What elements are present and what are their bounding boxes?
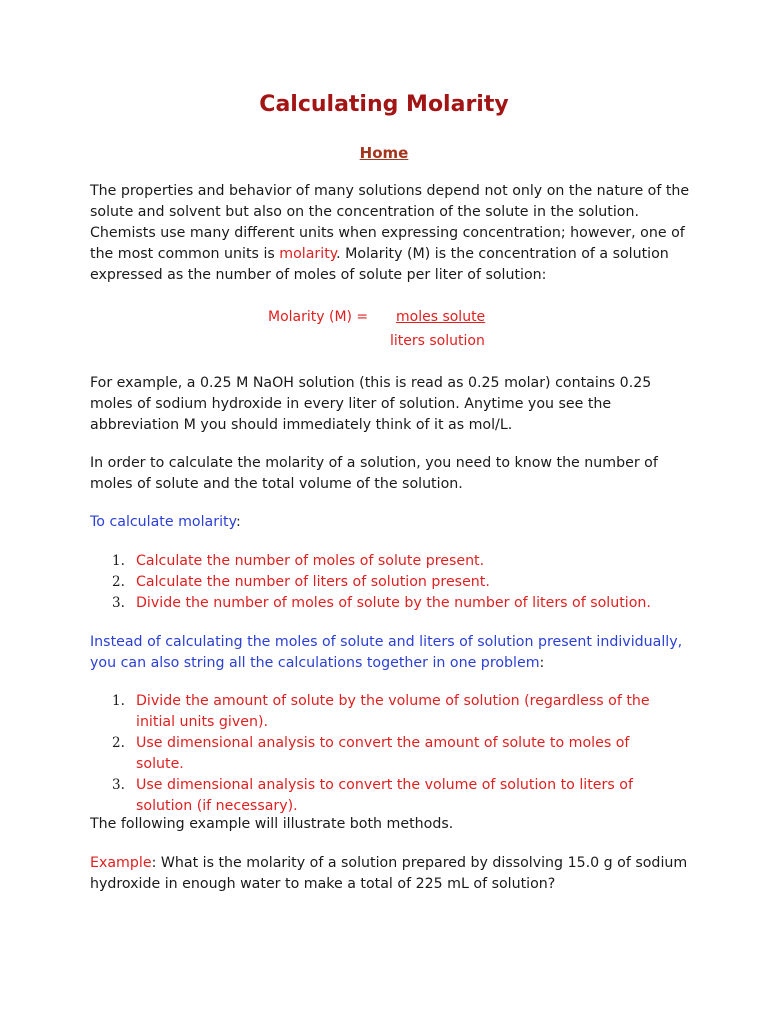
method1-steps	[90, 551, 670, 614]
step-number: 1.	[112, 693, 125, 709]
step-number: 3.	[112, 777, 125, 793]
intro-paragraph	[90, 181, 690, 286]
list-item	[90, 775, 670, 817]
step-text: Divide the amount of solute by the volume of solution (regardless of the initial units given).	[136, 693, 650, 730]
step-text: Divide the number of moles of solute by the number of liters of solution.	[136, 595, 651, 611]
formula-denominator: liters solution	[390, 333, 485, 349]
list-item	[90, 551, 670, 572]
method2-heading-text: Instead of calculating the moles of solute and liters of solution present individually, you can also string all the calculations together in one problem	[90, 634, 683, 671]
step-text: Calculate the number of moles of solute present.	[136, 553, 485, 569]
following-paragraph: The following example will illustrate both methods.	[90, 816, 454, 832]
method2-heading	[90, 632, 690, 674]
step-text: Calculate the number of liters of solution present.	[136, 574, 490, 590]
list-item	[90, 593, 670, 614]
list-item	[90, 733, 670, 775]
step-number: 1.	[112, 553, 125, 569]
order-paragraph: In order to calculate the molarity of a solution, you need to know the number of moles of solute and the total volume of the solution.	[90, 455, 658, 492]
step-text: Use dimensional analysis to convert the volume of solution to liters of solution (if necessary).	[136, 777, 633, 814]
example-paragraph: For example, a 0.25 M NaOH solution (this is read as 0.25 molar) contains 0.25 moles of sodium hydroxide in every liter of solution. Anytime you see the abbreviation M you should immediately think of it as mol/L.	[90, 375, 652, 433]
step-number: 3.	[112, 595, 125, 611]
step-number: 2.	[112, 574, 125, 590]
molarity-term: molarity	[279, 246, 337, 262]
example-problem-text: What is the molarity of a solution prepared by dissolving 15.0 g of sodium hydroxide in enough water to make a total of 225 mL of solution?	[90, 855, 688, 892]
formula-label: Molarity (M) =	[268, 309, 369, 325]
list-item	[90, 691, 670, 733]
method1-heading-text: To calculate molarity	[90, 514, 236, 530]
home-link[interactable]: Home	[359, 144, 409, 162]
step-number: 2.	[112, 735, 125, 751]
method2-heading-colon: :	[539, 655, 545, 671]
formula-numerator: moles solute	[396, 309, 486, 325]
step-text: Use dimensional analysis to convert the amount of solute to moles of solute.	[136, 735, 630, 772]
method1-heading	[90, 512, 690, 533]
method2-steps	[90, 691, 670, 817]
page-title: Calculating Molarity	[259, 92, 509, 117]
list-item	[90, 572, 670, 593]
example-problem	[90, 853, 690, 895]
example-label: Example	[90, 855, 152, 871]
method1-heading-colon: :	[235, 514, 241, 530]
intro-text-after: . Molarity (M) is the concentration of a solution expressed as the number of moles of solute per liter of solution:	[90, 246, 669, 283]
home-link-container	[0, 143, 768, 162]
example-colon: :	[151, 855, 157, 871]
intro-text-before: The properties and behavior of many solutions depend not only on the nature of the solute and solvent but also on the concentration of the solute in the solution. Chemists use many different units when expressing concentration; however, one of the most common units is	[90, 183, 690, 262]
